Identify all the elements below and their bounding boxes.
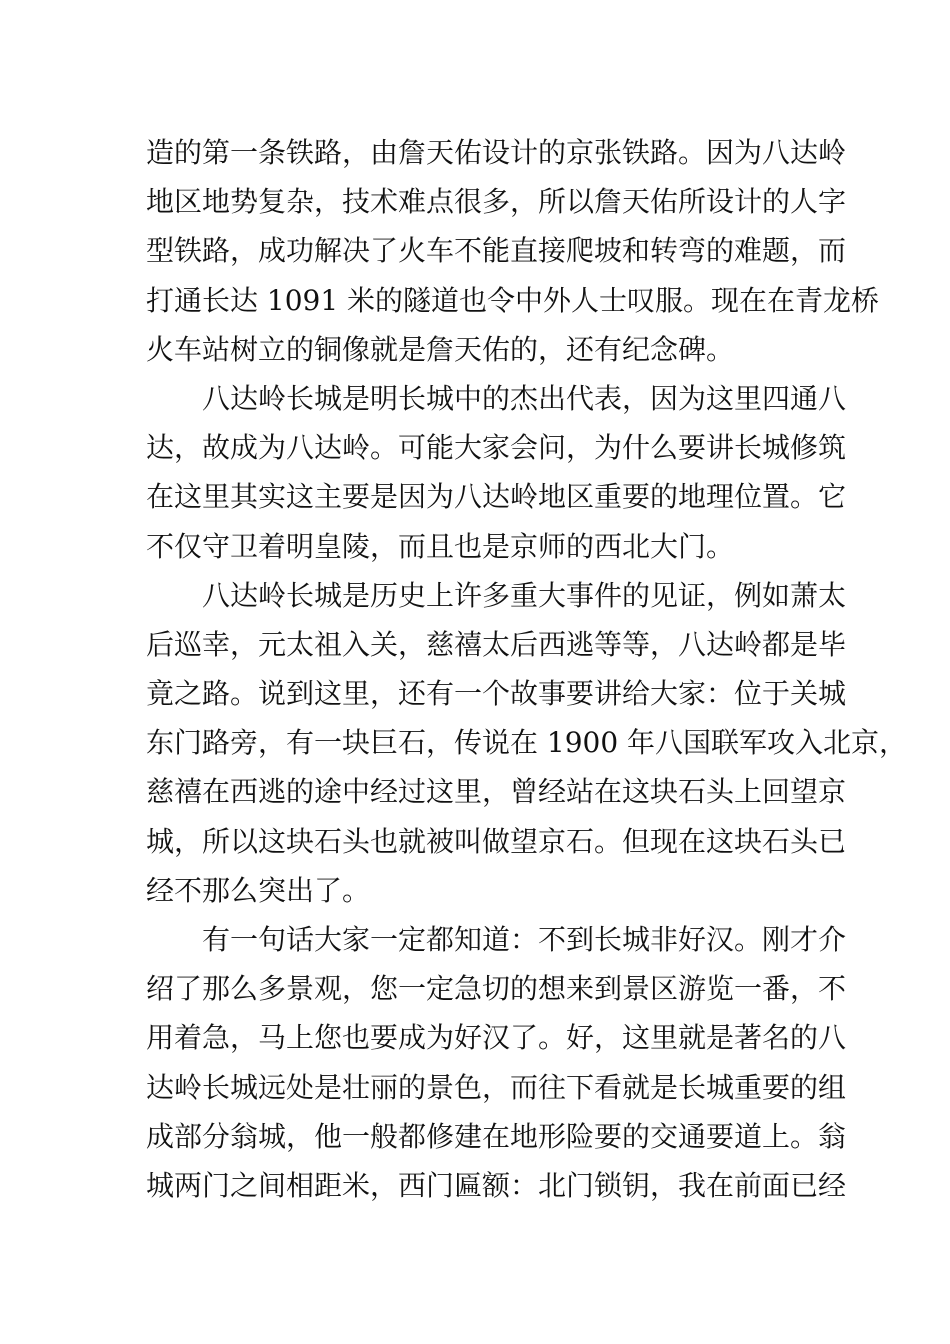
article-text (146, 128, 908, 1210)
text-line: 绍了那么多景观，您一定急切的想来到景区游览一番，不 (146, 972, 847, 1006)
text-line: 经不那么突出了。 (146, 873, 371, 907)
paragraph-first-line: 八达岭长城是明长城中的杰出代表，因为这里四通八 (202, 381, 847, 415)
paragraph-first-line: 有一句话大家一定都知道：不到长城非好汉。刚才介 (202, 923, 847, 956)
text-line: 东门路旁，有一块巨石，传说在 1900 年八国联军攻入北京， (146, 726, 908, 760)
text-line: 达岭长城远处是壮丽的景色，而往下看就是长城重要的组 (146, 1070, 847, 1104)
text-line: 成部分翁城，他一般都修建在地形险要的交通要道上。翁 (146, 1119, 847, 1153)
text-line: 城，所以这块石头也就被叫做望京石。但现在这块石头已 (146, 824, 847, 858)
text-line: 型铁路，成功解决了火车不能直接爬坡和转弯的难题，而 (146, 234, 847, 268)
text-line: 用着急，马上您也要成为好汉了。好，这里就是著名的八 (146, 1021, 847, 1055)
text-line: 慈禧在西逃的途中经过这里，曾经站在这块石头上回望京 (146, 775, 847, 809)
text-line: 城两门之间相距米，西门匾额：北门锁钥，我在前面已经 (146, 1168, 847, 1202)
text-line: 达，故成为八达岭。可能大家会问，为什么要讲长城修筑 (146, 431, 847, 465)
text-line: 在这里其实这主要是因为八达岭地区重要的地理位置。它 (146, 480, 847, 514)
text-line: 火车站树立的铜像就是詹天佑的，还有纪念碑。 (146, 332, 735, 366)
text-line: 不仅守卫着明皇陵，而且也是京师的西北大门。 (146, 529, 735, 563)
paragraph-first-line: 八达岭长城是历史上许多重大事件的见证，例如萧太 (202, 578, 847, 612)
text-line: 造的第一条铁路，由詹天佑设计的京张铁路。因为八达岭 (146, 136, 847, 169)
text-line: 地区地势复杂，技术难点很多，所以詹天佑所设计的人字 (146, 185, 847, 219)
text-line: 竟之路。说到这里，还有一个故事要讲给大家：位于关城 (146, 677, 847, 711)
text-line: 后巡幸，元太祖入关，慈禧太后西逃等等，八达岭都是毕 (146, 627, 847, 661)
text-line: 打通长达 1091 米的隧道也令中外人士叹服。现在在青龙桥 (146, 283, 880, 317)
